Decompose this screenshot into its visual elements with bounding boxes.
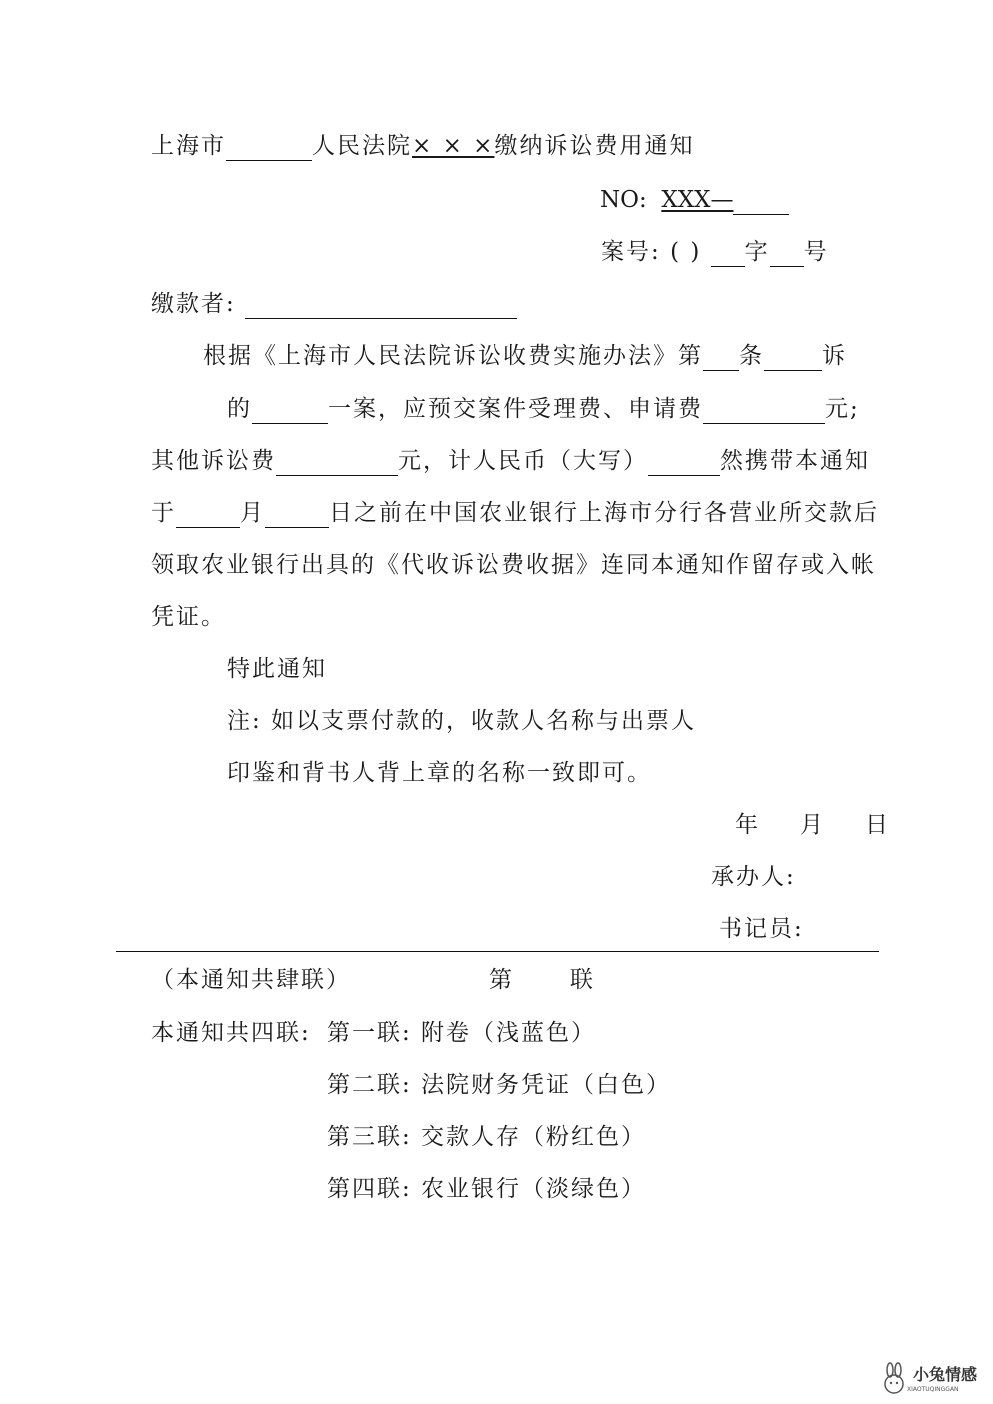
body-line-3: 其他诉讼费 元，计人民币（大写） 然携带本通知 xyxy=(151,448,870,474)
special-notice: 特此通知 xyxy=(227,656,327,682)
rabbit-icon xyxy=(879,1362,909,1398)
number-blank xyxy=(733,188,789,215)
body-line-2: 的 一案，应预交案件受理费、申请费 元; xyxy=(227,396,860,422)
case-number: 案号: ( ) 字 号 xyxy=(601,239,829,265)
copy-2: 第二联: 法院财务凭证（白色） xyxy=(327,1072,672,1098)
copy-number: 第 联 xyxy=(489,967,595,993)
copies-intro: 本通知共四联: xyxy=(151,1020,311,1046)
note-line-1: 注: 如以支票付款的，收款人名称与出票人 xyxy=(227,708,697,734)
note-line-2: 印鉴和背书人背上章的名称一致即可。 xyxy=(227,760,652,786)
clerk-label: 书记员: xyxy=(719,916,804,942)
body-line-4: 于 月 日之前在中国农业银行上海市分行各营业所交款后 xyxy=(151,500,879,526)
copy-4: 第四联: 农业银行（淡绿色） xyxy=(327,1176,647,1202)
body-line-6: 凭证。 xyxy=(151,604,226,630)
party-name-placeholder: × × × xyxy=(412,133,495,159)
document-title: 上海市 人民法院× × ×缴纳诉讼费用通知 xyxy=(151,133,695,159)
payer-blank xyxy=(245,292,517,319)
notice-number: NO: XXX— xyxy=(600,185,789,215)
divider xyxy=(116,951,879,952)
copies-count: （本通知共肆联） xyxy=(151,967,351,993)
handler-label: 承办人: xyxy=(711,864,796,890)
copy-1: 第一联: 附卷（浅蓝色） xyxy=(327,1020,597,1046)
court-name-blank xyxy=(226,134,312,161)
copy-3: 第三联: 交款人存（粉红色） xyxy=(327,1124,647,1150)
body-line-1: 根据《上海市人民法院诉讼收费实施办法》第 条 诉 xyxy=(203,343,847,369)
watermark-logo: 小兔情感 XIAOTUQINGGAN xyxy=(877,1360,989,1400)
date-line: 年 月 日 xyxy=(735,812,890,838)
body-line-5: 领取农业银行出具的《代收诉讼费收据》连同本通知作留存或入帐 xyxy=(151,552,876,578)
payer-line: 缴款者: xyxy=(151,289,517,319)
